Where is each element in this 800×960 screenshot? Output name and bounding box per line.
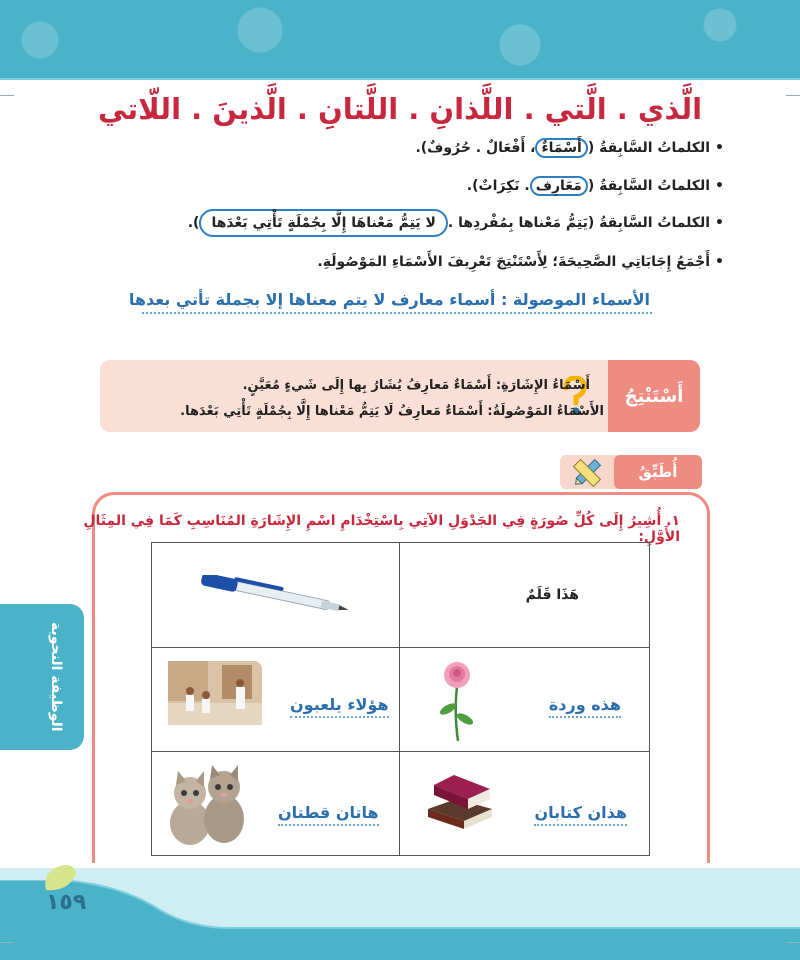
conclude-line-demonstratives: أَسْمَاءُ الإِشَارَةِ: أَسْمَاءٌ مَعارِفُ يُشَارُ بِها إِلَى شَيءٍ مُعَيَّنٍ. xyxy=(242,378,590,393)
bullet-item-3 xyxy=(70,215,710,231)
bullet-prefix: الكلماتُ السَّابِقةُ ( xyxy=(587,140,710,156)
bullet-item-2 xyxy=(70,178,710,194)
conclude-tag: أَسْتَنْتِجُ xyxy=(608,360,700,432)
kittens-image xyxy=(162,757,252,847)
example-answer: هَذَا قَلَمٌ xyxy=(525,587,579,603)
bullet-item-1 xyxy=(70,140,710,156)
exercise-table xyxy=(151,542,650,856)
circled-answer: أَسْمَاءٌ xyxy=(535,138,587,158)
table-divider xyxy=(152,647,649,648)
conclude-line-relatives: الأَسْمَاءُ المَوْصُولَةُ: أَسْمَاءٌ مَعارِفُ لَا يَتِمُّ مَعْناها إِلَّا بِجُمْلَةٍ تَأْتِي بَعْدَها. xyxy=(180,404,604,419)
header-pattern xyxy=(0,0,800,78)
bullet-item-4: • أَجْمَعُ إِجَابَاتِي الصَّحِيحَةَ؛ لِأَسْتَنْتِجَ تَعْرِيفَ الأَسْمَاءِ المَوْصُولَةِ. xyxy=(70,254,710,270)
page-number: ١٥٩ xyxy=(46,890,87,915)
exercise-question: ١. أُشِيرُ إِلَى كُلِّ صُورَةٍ فِي الجَدْوَلِ الآتِي بِاسْتِخْدَامِ اسْمِ الإِشَارَةِ المُنَاسِبِ كَمَا فِي المِثَالِ الأَوَّلِ: xyxy=(83,513,680,545)
table-divider xyxy=(152,751,649,752)
crop-mark xyxy=(786,942,800,943)
bullet-suffix: . نَكِرَاتٌ). xyxy=(466,178,530,194)
circled-answer: لا يَتِمُّ مَعْناهَا إِلَّا بِجُمْلَةٍ تَأْتِي بَعْدَها xyxy=(199,209,447,237)
answer-boys: هؤلاء يلعبون xyxy=(290,695,389,718)
answer-rose: هذه وردة xyxy=(549,695,621,718)
section-side-label: الوظيفة النحوية xyxy=(48,622,64,732)
answer-dotted-line xyxy=(142,312,652,314)
handwritten-answer: الأسماء الموصولة : أسماء معارف لا يتم معناها إلا بجملة تأتي بعدها xyxy=(128,290,650,309)
boys-playing-image xyxy=(168,661,262,725)
table-divider xyxy=(399,543,400,855)
rose-image xyxy=(434,657,480,743)
pencil-ruler-icon xyxy=(570,456,604,490)
answer-cats: هاتان قطتان xyxy=(278,803,379,826)
bullet-prefix: الكلماتُ السَّابِقةُ ( xyxy=(587,178,710,194)
crop-mark xyxy=(0,942,14,943)
pen-image xyxy=(192,575,352,615)
bullet-suffix: ). xyxy=(187,215,200,231)
bullet-prefix: الكلماتُ السَّابِقةُ (يَتِمُّ مَعْناها بِمُفْردِها . xyxy=(447,215,710,231)
books-image xyxy=(424,765,496,837)
page-title: الَّذي . الَّتي . اللَّذانِ . اللَّتانِ . الَّذينَ . اللّاتي xyxy=(97,92,703,126)
footer-wave xyxy=(0,880,800,960)
apply-tag: أُطَبِّقُ xyxy=(614,455,702,489)
circled-answer: مَعَارِف xyxy=(530,176,588,196)
bullet-suffix: ، أَفْعَالٌ . حُرُوفٌ). xyxy=(415,140,536,156)
answer-books: هذان كتابان xyxy=(534,803,627,826)
